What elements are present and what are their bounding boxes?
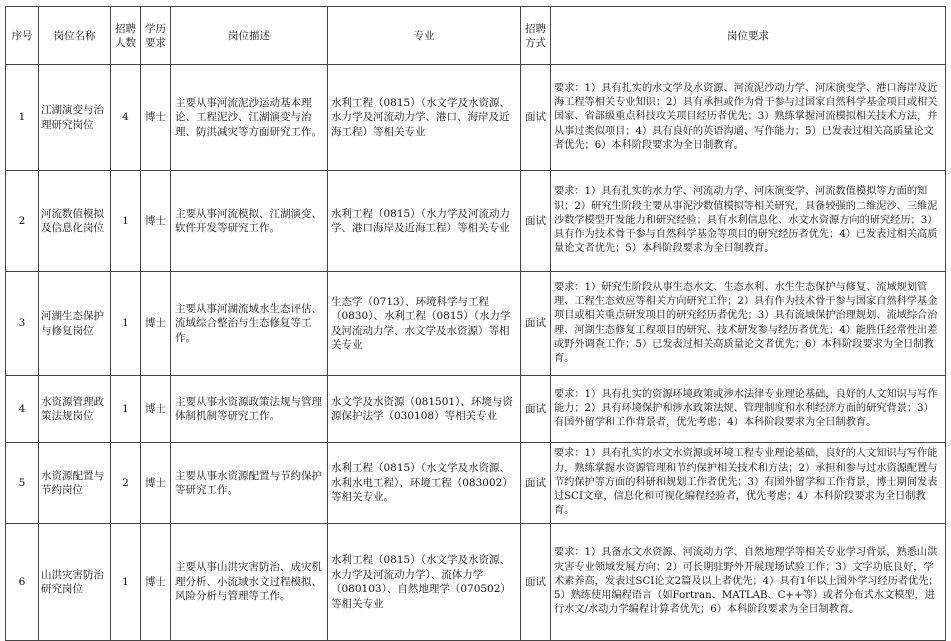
header-no: 序号	[6, 7, 39, 65]
recruitment-table-wrapper	[5, 6, 946, 641]
header-method: 招聘方式	[521, 7, 551, 65]
cell-method: 面试	[521, 65, 551, 171]
cell-count: 1	[111, 524, 141, 641]
cell-no: 5	[6, 443, 39, 524]
cell-no: 3	[6, 272, 39, 376]
table-row	[6, 272, 946, 376]
recruitment-table	[5, 6, 946, 641]
cell-name: 河流数值模拟及信息化岗位	[39, 171, 111, 272]
header-count: 招聘人数	[111, 7, 141, 65]
cell-desc: 主要从事山洪灾害防治、成灾机理分析、小流域水文过程模拟、风险分析与管理等工作。	[171, 524, 328, 641]
cell-no: 4	[6, 376, 39, 443]
header-degree: 学历要求	[141, 7, 171, 65]
cell-desc: 主要从事河湖流域水生态评估、流域综合整治与生态修复等工作。	[171, 272, 328, 376]
cell-desc: 主要从事河流模拟、江湖演变、软件开发等研究工作。	[171, 171, 328, 272]
cell-degree: 博士	[141, 524, 171, 641]
cell-name: 山洪灾害防治研究岗位	[39, 524, 111, 641]
cell-method: 面试	[521, 171, 551, 272]
cell-degree: 博士	[141, 171, 171, 272]
cell-name: 水资源管理政策法规岗位	[39, 376, 111, 443]
cell-method: 面试	[521, 524, 551, 641]
cell-count: 1	[111, 272, 141, 376]
cell-req: 要求：1）具有扎实的水力学、河流动力学、河床演变学、河流数值模拟等方面的知识；2）研究生阶段主要从事泥沙数值模拟等相关研究，具备较强的二维泥沙、三维泥沙数学模型开发能力和研究经验；具有水利信息化、水文水资源方向的研究经历；3）具有作为技术骨干参与自然科学基金等项目的研究经历者优先；4）已发表过相关高质量论文者优先；5）本科阶段要求为全日制教育。	[551, 171, 946, 272]
table-row	[6, 376, 946, 443]
cell-count: 1	[111, 171, 141, 272]
cell-desc: 主要从事河流泥沙运动基本理论、工程泥沙、江湖演变与治理、防洪减灾等方面研究工作。	[171, 65, 328, 171]
cell-degree: 博士	[141, 443, 171, 524]
cell-no: 6	[6, 524, 39, 641]
cell-major: 水利工程（0815）（水文学及水资源、水力学及河流动力学）、流体力学（080103）、自然地理学（070502）等相关专业	[328, 524, 521, 641]
cell-count: 2	[111, 443, 141, 524]
cell-desc: 主要从事水资源政策法规与管理体制机制等研究工作。	[171, 376, 328, 443]
cell-desc: 主要从事水资源配置与节约保护等研究工作。	[171, 443, 328, 524]
table-row	[6, 524, 946, 641]
cell-req: 要求：1）具有扎实的水文水资源或环境工程专业理论基础，良好的人文知识与写作能力，熟练掌握水资源管理和节约保护相关技术和方法；2）承担和参与过水资源配置与节约保护等方面的科研和规划工作者优先；3）有国外留学和工作背景，博士期间发表过SCI文章，信息化和可视化编程经验者，优先考虑；4）本科阶段要求为全日制教育。	[551, 443, 946, 524]
cell-name: 水资源配置与节约岗位	[39, 443, 111, 524]
cell-major: 水利工程（0815）（水文学及水资源、水利水电工程）、环境工程（083002）等相关专业。	[328, 443, 521, 524]
cell-method: 面试	[521, 272, 551, 376]
cell-major: 生态学（0713）、环境科学与工程（0830）、水利工程（0815）（水力学及河流动力学、水文学及水资源）等相关专业	[328, 272, 521, 376]
header-row	[6, 7, 946, 65]
cell-req: 要求：1）具有扎实的水文学及水资源、河流泥沙动力学、河床演变学、港口海岸及近海工程等相关专业知识；2）具有承担或作为骨干参与过国家自然科学基金项目或相关国家、省部级重点科技攻关项目经历者优先；3）熟练掌握河流模拟相关技术方法，并从事过类似项目；4）具有良好的英语沟通、写作能力；5）已发表过相关高质量论文者优先；6）本科阶段要求为全日制教育。	[551, 65, 946, 171]
cell-req: 要求：1）具备水文水资源、河流动力学、自然地理学等相关专业学习背景，熟悉山洪灾害专业领域发展方向；2）可长期驻野外开展现场试验工作；3）文字功底良好，学术素养高，发表过SCI论文2篇及以上者优先；4）具有1年以上国外学习经历者优先；5）熟练使用编程语言（如Fortran、MATLAB、C++等）或者分布式水文模型，进行水文/水动力学编程计算者优先；6）本科阶段要求为全日制教育。	[551, 524, 946, 641]
header-desc: 岗位描述	[171, 7, 328, 65]
table-row	[6, 171, 946, 272]
cell-req: 要求：1）具有扎实的资源环境政策或涉水法律专业理论基础，良好的人文知识与写作能力；2）具有环境保护和涉水政策法规、管理制度和水利经济方面的研究背景；3）有国外留学和工作背景者，优先考虑；4）本科阶段要求为全日制教育。	[551, 376, 946, 443]
cell-major: 水利工程（0815）（水文学及水资源、水力学及河流动力学、港口、海岸及近海工程）等相关专业	[328, 65, 521, 171]
cell-no: 2	[6, 171, 39, 272]
cell-major: 水利工程（0815）（水力学及河流动力学、港口海岸及近海工程）等相关专业	[328, 171, 521, 272]
table-row	[6, 65, 946, 171]
cell-degree: 博士	[141, 65, 171, 171]
cell-count: 4	[111, 65, 141, 171]
header-name: 岗位名称	[39, 7, 111, 65]
cell-count: 1	[111, 376, 141, 443]
header-major: 专业	[328, 7, 521, 65]
cell-method: 面试	[521, 376, 551, 443]
cell-no: 1	[6, 65, 39, 171]
cell-name: 河湖生态保护与修复岗位	[39, 272, 111, 376]
table-row	[6, 443, 946, 524]
cell-degree: 博士	[141, 272, 171, 376]
cell-req: 要求：1）研究生阶段从事生态水文、生态水利、水生生态保护与修复、流域规划管理、工程生态效应等相关方向研究工作；2）具有作为技术骨干参与国家自然科学基金项目或相关重点研发项目的研究经历者优先；3）具有流域保护治理规划、流域综合治理、河湖生态修复工程项目的研究、技术研发参与经历者优先；4）能胜任经常性出差或野外调查工作；5）已发表过相关高质量论文者优先；6）本科阶段要求为全日制教育。	[551, 272, 946, 376]
cell-method: 面试	[521, 443, 551, 524]
cell-major: 水文学及水资源（081501）、环境与资源保护法学（030108）等相关专业	[328, 376, 521, 443]
cell-name: 江湖演变与治理研究岗位	[39, 65, 111, 171]
cell-degree: 博士	[141, 376, 171, 443]
header-req: 岗位要求	[551, 7, 946, 65]
